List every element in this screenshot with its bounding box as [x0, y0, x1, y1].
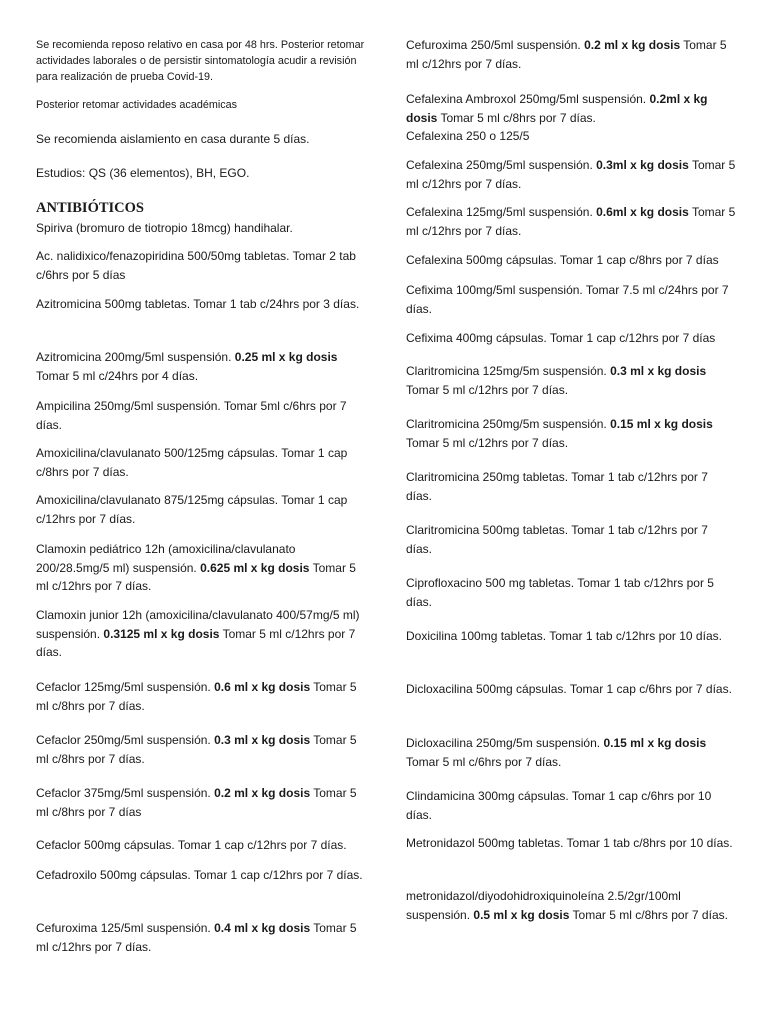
list-item: Ampicilina 250mg/5ml suspensión. Tomar 5ml c/6hrs por 7 días. — [36, 399, 347, 432]
list-item: metronidazol/diyodohidroxiquinoleína 2.5/2gr/100ml suspensión. 0.5 ml x kg dosis Tomar 5 ml c/8hrs por 7 días. — [406, 889, 728, 922]
list-item: Metronidazol 500mg tabletas. Tomar 1 tab c/8hrs por 10 días. — [406, 836, 733, 850]
list-item: Azitromicina 200mg/5ml suspensión. 0.25 ml x kg dosis Tomar 5 ml c/24hrs por 4 días. — [36, 350, 338, 383]
list-item: Ac. nalidixico/fenazopiridina 500/50mg tabletas. Tomar 2 tab c/6hrs por 5 días — [36, 249, 356, 282]
list-item: Cefuroxima 125/5ml suspensión. 0.4 ml x kg dosis Tomar 5 ml c/12hrs por 7 días. — [36, 921, 357, 954]
list-item: Claritromicina 250mg tabletas. Tomar 1 tab c/12hrs por 7 días. — [406, 470, 708, 503]
list-item: Cefixima 100mg/5ml suspensión. Tomar 7.5 ml c/24hrs por 7 días. — [406, 283, 729, 316]
list-item: Cefuroxima 250/5ml suspensión. 0.2 ml x kg dosis Tomar 5 ml c/12hrs por 7 días. — [406, 38, 727, 71]
list-item: Cefalexina 250 o 125/5 — [406, 129, 530, 143]
list-item: Dicloxacilina 250mg/5m suspensión. 0.15 ml x kg dosis Tomar 5 ml c/6hrs por 7 días. — [406, 736, 707, 769]
list-item: Cefadroxilo 500mg cápsulas. Tomar 1 cap c/12hrs por 7 días. — [36, 868, 363, 882]
list-item: Cefalexina 500mg cápsulas. Tomar 1 cap c/8hrs por 7 días — [406, 253, 719, 267]
list-item: Clamoxin pediátrico 12h (amoxicilina/clavulanato 200/28.5mg/5 ml) suspensión. 0.625 ml x kg dosis Tomar 5 ml c/12hrs por 7 días. — [36, 542, 356, 593]
list-item: Cefaclor 125mg/5ml suspensión. 0.6 ml x kg dosis Tomar 5 ml c/8hrs por 7 días. — [36, 680, 357, 713]
intro-studies-note: Estudios: QS (36 elementos), BH, EGO. — [36, 166, 250, 180]
list-item: Clamoxin junior 12h (amoxicilina/clavulanato 400/57mg/5 ml) suspensión. 0.3125 ml x kg dosis Tomar 5 ml c/12hrs por 7 días. — [36, 608, 360, 659]
list-item: Cefaclor 375mg/5ml suspensión. 0.2 ml x kg dosis Tomar 5 ml c/8hrs por 7 días — [36, 786, 357, 819]
list-item: Cefalexina 125mg/5ml suspensión. 0.6ml x kg dosis Tomar 5 ml c/12hrs por 7 días. — [406, 205, 736, 238]
list-item: Clindamicina 300mg cápsulas. Tomar 1 cap c/6hrs por 10 días. — [406, 789, 712, 822]
list-item: Claritromicina 250mg/5m suspensión. 0.15 ml x kg dosis Tomar 5 ml c/12hrs por 7 días. — [406, 417, 713, 450]
list-item: Cefalexina Ambroxol 250mg/5ml suspensión. 0.2ml x kg dosis Tomar 5 ml c/8hrs por 7 días. — [406, 92, 708, 125]
list-item: Cefalexina 250mg/5ml suspensión. 0.3ml x kg dosis Tomar 5 ml c/12hrs por 7 días. — [406, 158, 736, 191]
list-item: Amoxicilina/clavulanato 500/125mg cápsulas. Tomar 1 cap c/8hrs por 7 días. — [36, 446, 348, 479]
intro-rest-note: Se recomienda reposo relativo en casa por 48 hrs. Posterior retomar actividades laborales o de persistir sintomatología acudir a revisión para realización de prueba Covid-19. — [36, 39, 365, 83]
intro-academic-note: Posterior retomar actividades académicas — [36, 99, 238, 111]
list-item: Azitromicina 500mg tabletas. Tomar 1 tab c/24hrs por 3 días. — [36, 297, 360, 311]
list-item: Doxicilina 100mg tabletas. Tomar 1 tab c/12hrs por 10 días. — [406, 629, 722, 643]
list-item: Amoxicilina/clavulanato 875/125mg cápsulas. Tomar 1 cap c/12hrs por 7 días. — [36, 493, 348, 526]
intro-isolation-note: Se recomienda aislamiento en casa durante 5 días. — [36, 132, 310, 146]
list-item: Claritromicina 125mg/5m suspensión. 0.3 ml x kg dosis Tomar 5 ml c/12hrs por 7 días. — [406, 364, 707, 397]
section-heading-antibiotics: ANTIBIÓTICOS — [36, 200, 144, 216]
list-item: Cefaclor 500mg cápsulas. Tomar 1 cap c/12hrs por 7 días. — [36, 838, 347, 852]
list-item: Dicloxacilina 500mg cápsulas. Tomar 1 cap c/6hrs por 7 días. — [406, 682, 732, 696]
list-item: Cefixima 400mg cápsulas. Tomar 1 cap c/12hrs por 7 días — [406, 331, 716, 345]
list-item: Ciprofloxacino 500 mg tabletas. Tomar 1 tab c/12hrs por 5 días. — [406, 576, 714, 609]
list-item: Claritromicina 500mg tabletas. Tomar 1 tab c/12hrs por 7 días. — [406, 523, 708, 556]
list-item: Spiriva (bromuro de tiotropio 18mcg) handihalar. — [36, 221, 293, 235]
list-item: Cefaclor 250mg/5ml suspensión. 0.3 ml x kg dosis Tomar 5 ml c/8hrs por 7 días. — [36, 733, 357, 766]
